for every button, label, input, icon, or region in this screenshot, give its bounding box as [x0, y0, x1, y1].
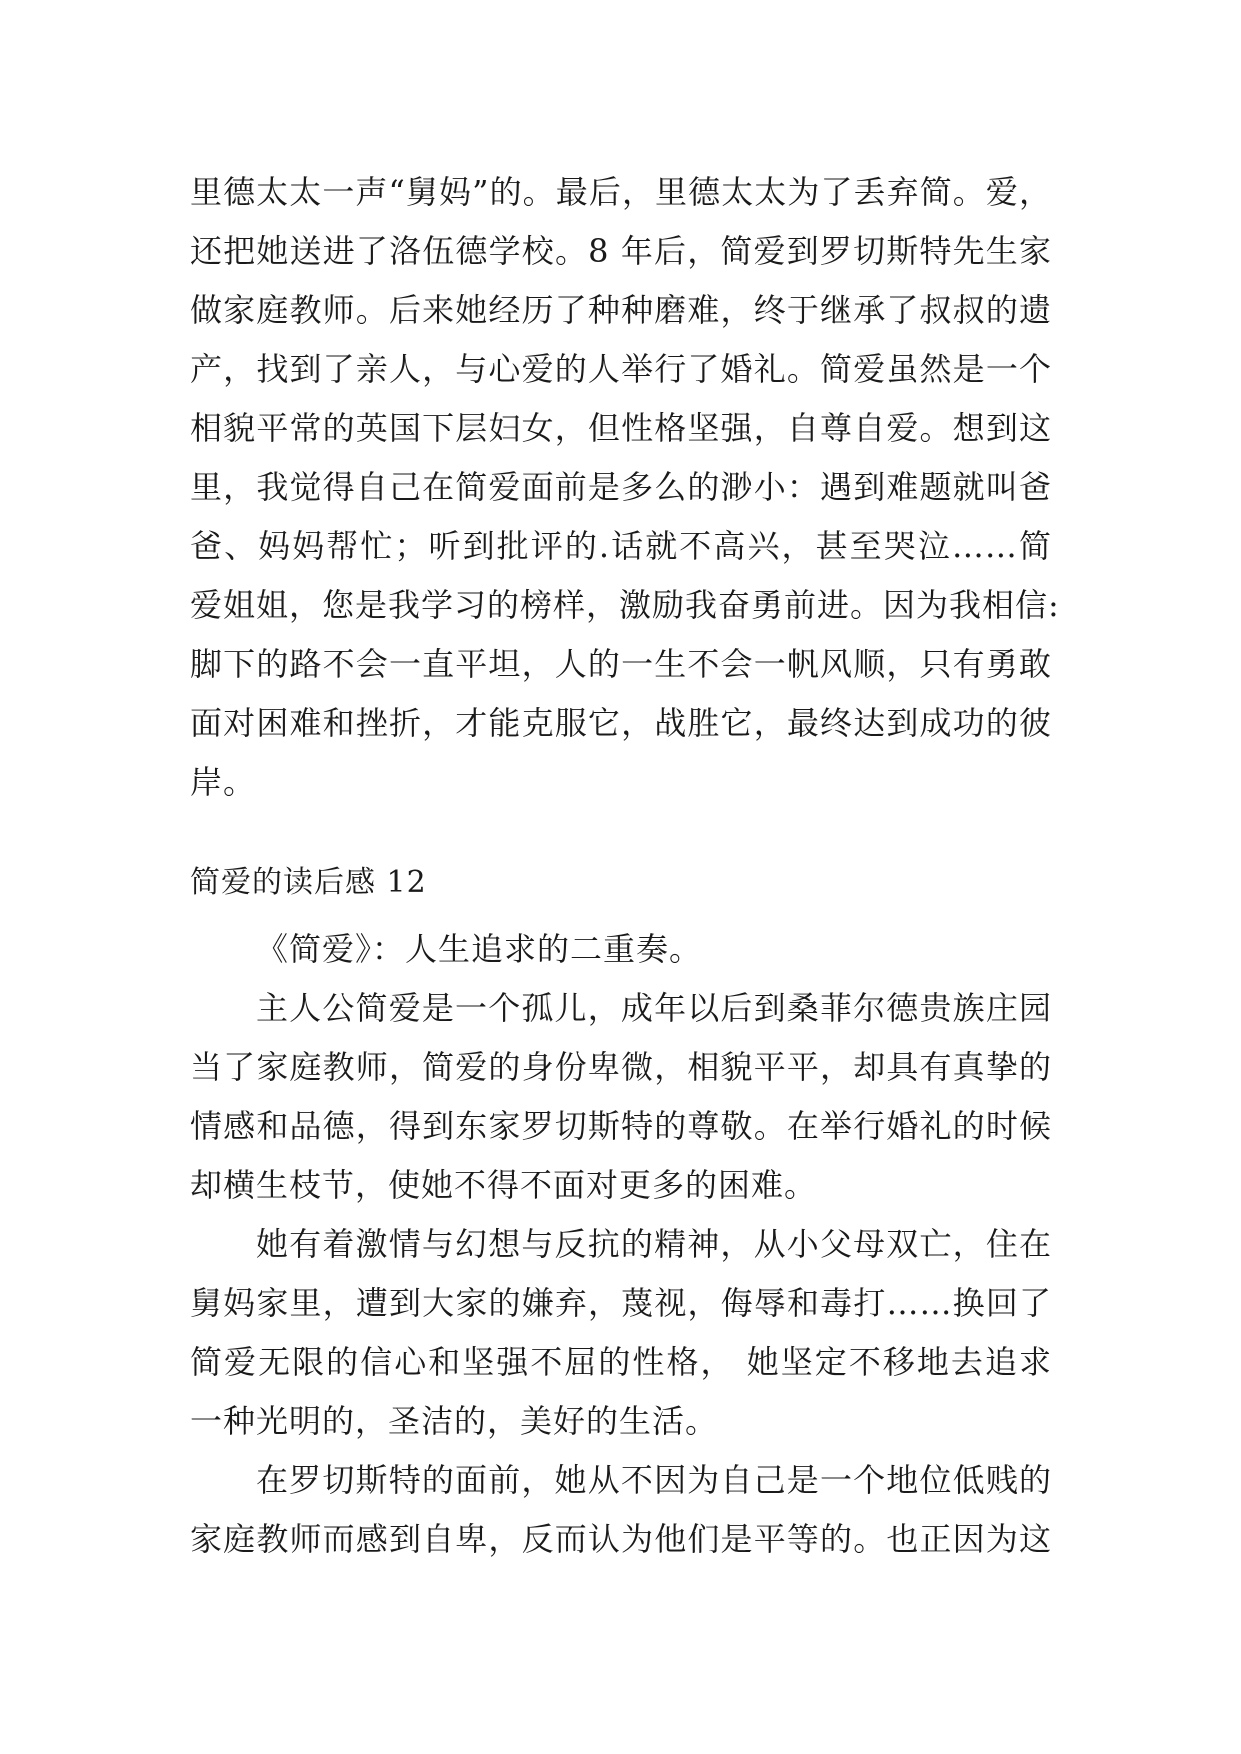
text-line: 做家庭教师。后来她经历了种种磨难，终于继承了叔叔的遗	[190, 291, 1052, 329]
text-line: 家庭教师而感到自卑，反而认为他们是平等的。也正因为这	[190, 1520, 1052, 1558]
text-line: 却横生枝节，使她不得不面对更多的困难。	[190, 1166, 818, 1204]
text-line: 当了家庭教师，简爱的身份卑微，相貌平平，却具有真挚的	[190, 1048, 1052, 1086]
text-line: 爱姐姐，您是我学习的榜样，激励我奋勇前进。因为我相信:	[190, 586, 1060, 624]
text-line: 面对困难和挫折，才能克服它，战胜它，最终达到成功的彼	[190, 704, 1052, 742]
text-line: 舅妈家里，遭到大家的嫌弃，蔑视，侮辱和毒打……换回了	[190, 1284, 1052, 1322]
essay-subtitle: 《简爱》：人生追求的二重奏。	[256, 930, 703, 968]
section-heading: 简爱的读后感 12	[190, 865, 427, 900]
text-line: 一种光明的，圣洁的，美好的生活。	[190, 1402, 719, 1440]
text-line: 简爱无限的信心和坚强不屈的性格， 她坚定不移地去追求	[190, 1343, 1052, 1381]
text-line: 脚下的路不会一直平坦，人的一生不会一帆风顺，只有勇敢	[190, 645, 1052, 683]
text-line: 岸。	[190, 763, 257, 801]
text-line: 她有着激情与幻想与反抗的精神，从小父母双亡，住在	[256, 1225, 1052, 1263]
text-line: 主人公简爱是一个孤儿，成年以后到桑菲尔德贵族庄园	[256, 989, 1052, 1027]
text-line: 爸、妈妈帮忙；听到批评的.话就不高兴，甚至哭泣……简	[190, 527, 1052, 565]
text-line: 还把她送进了洛伍德学校。8 年后，简爱到罗切斯特先生家	[190, 232, 1052, 270]
text-line: 相貌平常的英国下层妇女，但性格坚强，自尊自爱。想到这	[190, 409, 1052, 447]
essay-body	[190, 861, 1052, 1569]
text-line: 在罗切斯特的面前，她从不因为自己是一个地位低贱的	[256, 1461, 1052, 1499]
text-line: 产，找到了亲人，与心爱的人举行了婚礼。简爱虽然是一个	[190, 350, 1052, 388]
text-line: 里，我觉得自己在简爱面前是多么的渺小：遇到难题就叫爸	[190, 468, 1052, 506]
top-paragraph	[190, 163, 1060, 812]
text-line: 里德太太一声“舅妈”的。最后，里德太太为了丢弃简。爱，	[190, 173, 1052, 211]
text-line: 情感和品德，得到东家罗切斯特的尊敬。在举行婚礼的时候	[190, 1107, 1052, 1145]
